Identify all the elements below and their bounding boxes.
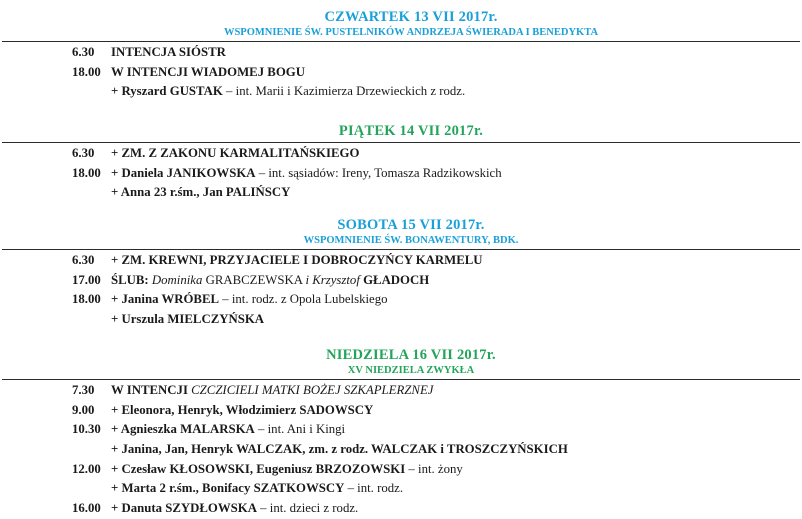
mass-row bbox=[0, 43, 802, 63]
day-subtitle: WSPOMNIENIE ŚW. PUSTELNIKÓW ANDRZEJA ŚWIERADA I BENEDYKTA bbox=[223, 27, 599, 38]
mass-row bbox=[0, 310, 802, 330]
mass-intention: + Urszula MIELCZYŃSKA bbox=[111, 312, 265, 327]
mass-time: 16.00 bbox=[72, 501, 101, 516]
mass-intention bbox=[111, 499, 358, 519]
day-title: NIEDZIELA 16 VII 2017r. bbox=[326, 347, 496, 363]
mass-row bbox=[0, 440, 802, 460]
mass-intention bbox=[111, 82, 465, 102]
intention-requester: – int. Marii i Kazimierza Drzewieckich z rodz. bbox=[222, 84, 466, 99]
mass-time: 12.00 bbox=[72, 461, 101, 476]
mass-time: 9.00 bbox=[72, 402, 95, 417]
mass-row bbox=[0, 290, 802, 310]
day-subtitle: WSPOMNIENIE ŚW. BONAWENTURY, BDK. bbox=[303, 235, 519, 246]
day-saturday bbox=[0, 216, 802, 330]
intention-requester: – int. żony bbox=[405, 461, 463, 476]
intention-name: + Agnieszka MALARSKA bbox=[111, 422, 255, 437]
day-friday bbox=[0, 122, 802, 203]
mass-time: 18.00 bbox=[72, 165, 101, 180]
mass-intention: INTENCJA SIÓSTR bbox=[111, 45, 226, 59]
intention-requester: – int. rodz. z Opola Lubelskiego bbox=[219, 292, 388, 307]
intention-name: + Marta 2 r.śm., Bonifacy SZATKOWSCY bbox=[111, 481, 345, 496]
day-title: CZWARTEK 13 VII 2017r. bbox=[324, 9, 498, 25]
mass-time: 10.30 bbox=[72, 422, 101, 437]
mass-row bbox=[0, 499, 802, 519]
mass-row bbox=[0, 144, 802, 164]
day-title: SOBOTA 15 VII 2017r. bbox=[337, 217, 485, 233]
mass-row bbox=[0, 183, 802, 203]
intention-italic: CZCZICIELI MATKI BOŻEJ SZKAPLERZNEJ bbox=[191, 383, 434, 397]
mass-row bbox=[0, 63, 802, 83]
mass-row bbox=[0, 251, 802, 271]
mass-row bbox=[0, 401, 802, 421]
mass-intention bbox=[111, 479, 403, 499]
mass-intention: + Eleonora, Henryk, Włodzimierz SADOWSCY bbox=[111, 402, 374, 417]
intention-name: + Ryszard GUSTAK bbox=[111, 84, 223, 99]
mass-intention: + Anna 23 r.śm., Jan PALIŃSCY bbox=[111, 185, 291, 200]
day-title: PIĄTEK 14 VII 2017r. bbox=[338, 123, 484, 139]
mass-intention bbox=[111, 381, 433, 401]
intention-requester: – int. dzieci z rodz. bbox=[256, 501, 359, 516]
mass-time: 6.30 bbox=[72, 146, 95, 160]
intention-name: + Czesław KŁOSOWSKI, Eugeniusz BRZOZOWSKI bbox=[111, 461, 406, 476]
groom-surname: GŁADOCH bbox=[359, 272, 430, 287]
mass-time: 18.00 bbox=[72, 292, 101, 307]
mass-intention bbox=[111, 460, 463, 480]
mass-intention bbox=[111, 290, 388, 310]
day-thursday bbox=[0, 8, 802, 102]
intention-name: + Janina WRÓBEL bbox=[111, 292, 220, 307]
intention-name: + Daniela JANIKOWSKA bbox=[111, 165, 256, 180]
wedding-intention bbox=[111, 271, 429, 291]
bride-first-name: Dominika bbox=[151, 272, 203, 287]
intention-requester: – int. rodz. bbox=[344, 481, 404, 496]
intention-requester: – int. Ani i Kingi bbox=[254, 422, 346, 437]
day-sunday bbox=[0, 346, 802, 519]
mass-time: 7.30 bbox=[72, 383, 95, 397]
mass-intention: + Janina, Jan, Henryk WALCZAK, zm. z rodz. WALCZAK i TROSZCZYŃSKICH bbox=[111, 442, 568, 457]
mass-row bbox=[0, 479, 802, 499]
mass-time: 6.30 bbox=[72, 45, 95, 59]
intention-name: + Danuta SZYDŁOWSKA bbox=[111, 501, 257, 516]
mass-intention: W INTENCJI WIADOMEJ BOGU bbox=[111, 64, 305, 79]
mass-row bbox=[0, 420, 802, 440]
mass-time: 18.00 bbox=[72, 64, 101, 79]
wedding-label: ŚLUB: bbox=[111, 272, 152, 287]
mass-row bbox=[0, 164, 802, 184]
bride-surname: GRABCZEWSKA bbox=[202, 272, 306, 287]
mass-row bbox=[0, 460, 802, 480]
intention-prefix: W INTENCJI bbox=[111, 383, 192, 397]
mass-intention: + ZM. KREWNI, PRZYJACIELE I DOBROCZYŃCY KARMELU bbox=[111, 253, 483, 267]
mass-intention bbox=[111, 164, 502, 184]
intention-requester: – int. sąsiadów: Ireny, Tomasza Radzikowskich bbox=[255, 165, 502, 180]
groom-first-name: i Krzysztof bbox=[305, 272, 360, 287]
mass-row bbox=[0, 271, 802, 291]
mass-time: 6.30 bbox=[72, 253, 95, 267]
mass-intention: + ZM. Z ZAKONU KARMALITAŃSKIEGO bbox=[111, 146, 360, 160]
mass-row bbox=[0, 82, 802, 102]
mass-time: 17.00 bbox=[72, 272, 101, 287]
mass-intention bbox=[111, 420, 345, 440]
day-subtitle: XV NIEDZIELA ZWYKŁA bbox=[347, 365, 475, 376]
mass-row bbox=[0, 381, 802, 401]
